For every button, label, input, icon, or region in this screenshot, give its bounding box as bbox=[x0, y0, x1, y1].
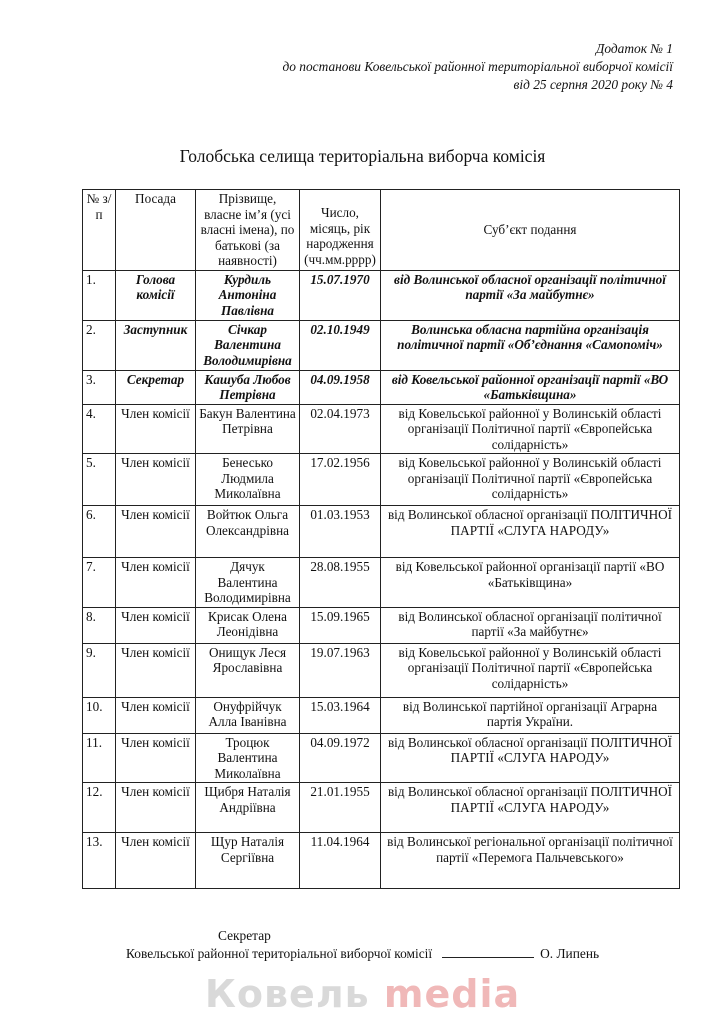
row-name: Січкар Валентина Володимирівна bbox=[196, 320, 300, 370]
row-position: Член комісії bbox=[116, 733, 196, 783]
row-name: Войтюк Ольга Олександрівна bbox=[196, 506, 300, 558]
row-name: Щибря Наталія Андріївна bbox=[196, 783, 300, 833]
table-row bbox=[83, 404, 680, 454]
row-number: 12. bbox=[83, 783, 116, 833]
row-birthdate: 28.08.1955 bbox=[300, 558, 381, 608]
row-source: від Волинської обласної організації політичної партії «За майбутнє» bbox=[381, 607, 680, 643]
header-source: Суб’єкт подання bbox=[381, 190, 680, 271]
row-name: Щур Наталія Сергіївна bbox=[196, 833, 300, 889]
row-position: Член комісії bbox=[116, 558, 196, 608]
table-row bbox=[83, 607, 680, 643]
row-number: 9. bbox=[83, 643, 116, 697]
row-birthdate: 02.10.1949 bbox=[300, 320, 381, 370]
table-row bbox=[83, 370, 680, 404]
row-birthdate: 04.09.1958 bbox=[300, 370, 381, 404]
row-number: 8. bbox=[83, 607, 116, 643]
row-birthdate: 15.03.1964 bbox=[300, 697, 381, 733]
row-birthdate: 21.01.1955 bbox=[300, 783, 381, 833]
table-row bbox=[83, 783, 680, 833]
table-row bbox=[83, 697, 680, 733]
document-header bbox=[282, 40, 673, 94]
row-name: Курдиль Антоніна Павлівна bbox=[196, 270, 300, 320]
row-birthdate: 04.09.1972 bbox=[300, 733, 381, 783]
row-source: від Ковельської районної організації партії «ВО «Батьківщина» bbox=[381, 370, 680, 404]
row-name: Дячук Валентина Володимирівна bbox=[196, 558, 300, 608]
row-number: 10. bbox=[83, 697, 116, 733]
members-table bbox=[82, 189, 680, 889]
row-name: Троцюк Валентина Миколаївна bbox=[196, 733, 300, 783]
table-row bbox=[83, 320, 680, 370]
row-source: від Волинської обласної організації ПОЛІТИЧНОЇ ПАРТІЇ «СЛУГА НАРОДУ» bbox=[381, 506, 680, 558]
row-birthdate: 17.02.1956 bbox=[300, 454, 381, 506]
row-name: Онищук Леся Ярославівна bbox=[196, 643, 300, 697]
row-position: Голова комісії bbox=[116, 270, 196, 320]
row-position: Член комісії bbox=[116, 783, 196, 833]
row-name: Онуфрійчук Алла Іванівна bbox=[196, 697, 300, 733]
watermark-part1: Ковель bbox=[204, 972, 370, 1016]
row-birthdate: 01.03.1953 bbox=[300, 506, 381, 558]
header-name: Прізвище, власне ім’я (усі власні імена), по батькові (за наявності) bbox=[196, 190, 300, 271]
row-name: Крисак Олена Леонідівна bbox=[196, 607, 300, 643]
row-number: 5. bbox=[83, 454, 116, 506]
watermark-part2: media bbox=[383, 972, 521, 1016]
row-number: 11. bbox=[83, 733, 116, 783]
table-row bbox=[83, 558, 680, 608]
row-source: від Ковельської районної у Волинській області організації Політичної партії «Європейська солідарність» bbox=[381, 643, 680, 697]
row-number: 7. bbox=[83, 558, 116, 608]
table-row bbox=[83, 454, 680, 506]
header-date: Число, місяць, рік народження (чч.мм.рррр) bbox=[300, 190, 381, 271]
row-source: від Ковельської районної у Волинській області організації Політичної партії «Європейська солідарність» bbox=[381, 454, 680, 506]
signature-line bbox=[126, 945, 599, 963]
row-position: Член комісії bbox=[116, 833, 196, 889]
row-source: від Ковельської районної організації партії «ВО «Батьківщина» bbox=[381, 558, 680, 608]
row-birthdate: 15.07.1970 bbox=[300, 270, 381, 320]
signature-role: Секретар bbox=[218, 928, 271, 943]
row-source: Волинська обласна партійна організація політичної партії «Об’єднання «Самопоміч» bbox=[381, 320, 680, 370]
header-num: № з/п bbox=[83, 190, 116, 271]
row-source: від Волинської обласної організації політичної партії «За майбутнє» bbox=[381, 270, 680, 320]
row-birthdate: 19.07.1963 bbox=[300, 643, 381, 697]
row-birthdate: 11.04.1964 bbox=[300, 833, 381, 889]
row-position: Член комісії bbox=[116, 454, 196, 506]
page-title: Голобська селища територіальна виборча комісія bbox=[179, 146, 546, 166]
row-source: від Волинської обласної організації ПОЛІТИЧНОЇ ПАРТІЇ «СЛУГА НАРОДУ» bbox=[381, 733, 680, 783]
row-number: 3. bbox=[83, 370, 116, 404]
row-birthdate: 15.09.1965 bbox=[300, 607, 381, 643]
row-number: 4. bbox=[83, 404, 116, 454]
table-header-row bbox=[83, 190, 680, 271]
row-source: від Волинської регіональної організації політичної партії «Перемога Пальчевського» bbox=[381, 833, 680, 889]
row-number: 13. bbox=[83, 833, 116, 889]
row-position: Член комісії bbox=[116, 697, 196, 733]
row-position: Член комісії bbox=[116, 643, 196, 697]
row-source: від Волинської обласної організації ПОЛІТИЧНОЇ ПАРТІЇ «СЛУГА НАРОДУ» bbox=[381, 783, 680, 833]
row-position: Член комісії bbox=[116, 404, 196, 454]
signature-commission: Ковельської районної територіальної виборчої комісії bbox=[126, 946, 433, 961]
table-row bbox=[83, 506, 680, 558]
row-position: Член комісії bbox=[116, 607, 196, 643]
addendum-resolution: до постанови Ковельської районної територіальної виборчої комісії bbox=[282, 59, 673, 74]
table-row bbox=[83, 733, 680, 783]
row-name: Кашуба Любов Петрівна bbox=[196, 370, 300, 404]
row-number: 1. bbox=[83, 270, 116, 320]
signature-blank bbox=[442, 945, 534, 958]
row-source: від Волинської партійної організації Аграрна партія України. bbox=[381, 697, 680, 733]
table-row bbox=[83, 270, 680, 320]
addendum-date: від 25 серпня 2020 року № 4 bbox=[513, 77, 673, 92]
row-name: Бакун Валентина Петрівна bbox=[196, 404, 300, 454]
row-source: від Ковельської районної у Волинській області організації Політичної партії «Європейська солідарність» bbox=[381, 404, 680, 454]
table-row bbox=[83, 833, 680, 889]
row-position: Секретар bbox=[116, 370, 196, 404]
addendum-label: Додаток № 1 bbox=[595, 41, 673, 56]
table-row bbox=[83, 643, 680, 697]
row-name: Бенесько Людмила Миколаївна bbox=[196, 454, 300, 506]
signature-signer: О. Липень bbox=[540, 946, 600, 961]
row-number: 6. bbox=[83, 506, 116, 558]
row-birthdate: 02.04.1973 bbox=[300, 404, 381, 454]
row-position: Заступник bbox=[116, 320, 196, 370]
watermark-logo bbox=[0, 972, 725, 1016]
header-position: Посада bbox=[116, 190, 196, 271]
row-number: 2. bbox=[83, 320, 116, 370]
row-position: Член комісії bbox=[116, 506, 196, 558]
